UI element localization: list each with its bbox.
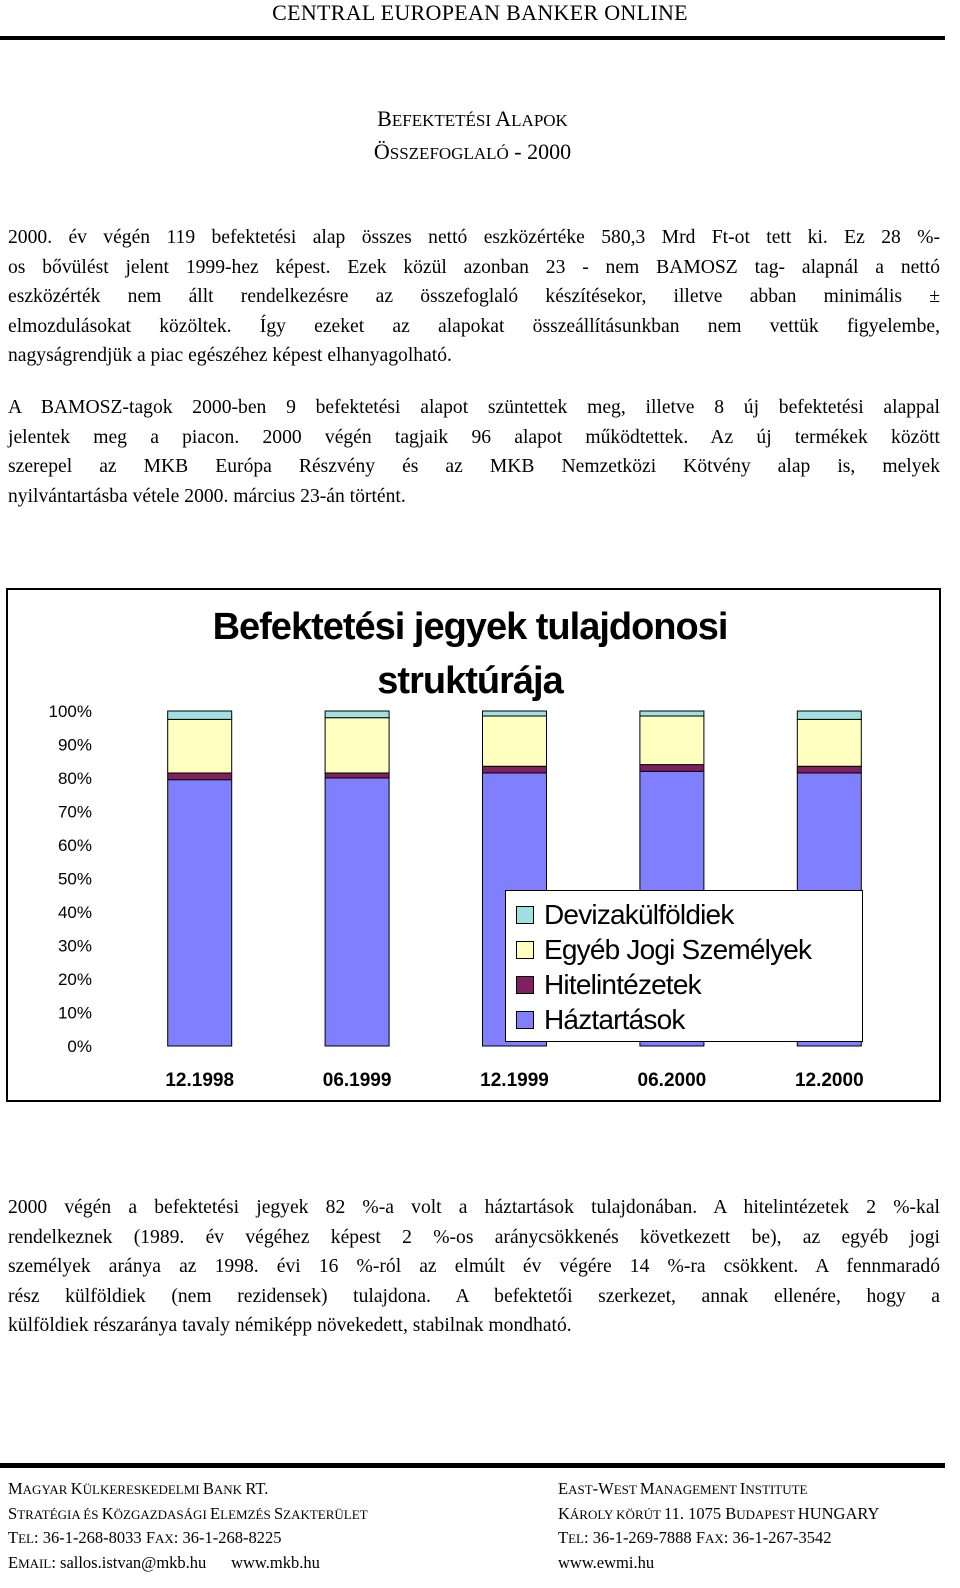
- paragraph-line: eszközérték nem állt rendelkezésre az összefoglaló készítésekor, illetve abban minimális ±: [8, 286, 940, 308]
- bar-segment: [640, 711, 704, 716]
- legend-label: Hitelintézetek: [544, 968, 701, 1000]
- bar-segment: [168, 773, 232, 780]
- paragraph-line: szerepel az MKB Európa Részvény és az MKB Nemzetközi Kötvény alap is, melyek: [8, 456, 940, 478]
- bar-segment: [483, 716, 547, 766]
- bar-segment: [797, 711, 861, 719]
- paragraph-line: jelentek meg a piacon. 2000 végén tagjaik 96 alapot működtettek. Az új termékek között: [8, 426, 940, 448]
- footer-left: [8, 1477, 528, 1575]
- y-tick-label: 50%: [57, 869, 92, 889]
- bar-segment: [640, 765, 704, 772]
- legend-swatch: [516, 906, 534, 924]
- bar-segment: [797, 766, 861, 773]
- paragraph-line: rész külföldiek (nem rezidensek) tulajdona. A befektetői szerkezet, annak ellenére, hogy a: [8, 1285, 940, 1307]
- y-tick-label: 80%: [57, 769, 92, 788]
- document-title-line1: BEFEKTETÉSI ALAPOK: [377, 106, 568, 131]
- legend-item-hitelintezetek: [516, 967, 852, 1002]
- y-tick-label: 100%: [48, 702, 92, 721]
- x-tick-label: 06.2000: [637, 1070, 707, 1091]
- y-tick-label: 60%: [57, 836, 92, 855]
- bar-segment: [483, 711, 547, 716]
- legend-swatch: [516, 976, 534, 994]
- legend-swatch: [516, 1011, 534, 1029]
- site-title: CENTRAL EUROPEAN BANKER ONLINE: [272, 0, 688, 25]
- footer-right: [558, 1477, 948, 1574]
- paragraph-ownership: [8, 1193, 940, 1341]
- email-link[interactable]: : sallos.istvan@mkb.hu: [51, 1552, 207, 1572]
- bar-segment: [483, 766, 547, 773]
- chart-title-line2: struktúrája: [377, 660, 563, 702]
- y-tick-label: 0%: [67, 1037, 92, 1056]
- y-tick-label: 90%: [57, 735, 92, 755]
- paragraph-line: nagyságrendjük a piac egészéhez képest elhanyagolható.: [8, 345, 452, 367]
- legend-label: Devizakülföldiek: [544, 898, 734, 930]
- x-tick-label: 12.2000: [794, 1070, 864, 1091]
- bar-segment: [168, 711, 232, 719]
- chart-legend: [505, 890, 863, 1042]
- footer-right-web: [558, 1551, 948, 1575]
- paragraph-line: külföldiek részaránya tavaly némiképp növekedett, stabilnak mondható.: [8, 1315, 572, 1337]
- footer-left-contact: EMAIL: sallos.istvan@mkb.hu www.mkb.hu: [8, 1552, 320, 1572]
- ewmi-website-link[interactable]: www.ewmi.hu: [558, 1552, 655, 1572]
- bar-segment: [640, 716, 704, 765]
- legend-swatch: [516, 941, 534, 959]
- legend-item-haztartasok: [516, 1002, 852, 1037]
- footer-left-phone: TEL: 36-1-268-8033 FAX: 36-1-268-8225: [8, 1528, 282, 1547]
- bar-segment: [168, 780, 232, 1046]
- mkb-website-link[interactable]: www.mkb.hu: [231, 1552, 320, 1572]
- paragraph-line: elmozdulásokat közöltek. Így ezeket az alapokat összeállításunkban nem vettük figyelembe,: [8, 315, 940, 337]
- paragraph-line: 2000 végén a befektetési jegyek 82 %-a volt a háztartások tulajdonában. A hitelintézetek 2 %-kal: [8, 1197, 940, 1218]
- paragraph-line: nyilvántartásba vétele 2000. március 23-án történt.: [8, 485, 406, 507]
- footer-left-dept: STRATÉGIA ÉS KÖZGAZDASÁGI ELEMZÉS SZAKTERÜLET: [8, 1503, 368, 1523]
- bar-segment: [797, 719, 861, 766]
- paragraph-line: rendelkeznek (1989. év végéhez képest 2 %-os aránycsökkenés következett be), az egyéb jogi: [8, 1226, 940, 1248]
- legend-label: Egyéb Jogi Személyek: [544, 933, 812, 965]
- paragraph-line: A BAMOSZ-tagok 2000-ben 9 befektetési alapot szüntettek meg, illetve 8 új befektetési alappal: [8, 397, 940, 418]
- bar-segment: [325, 718, 389, 773]
- paragraph-line: 2000. év végén 119 befektetési alap összes nettó eszközértéke 580,3 Mrd Ft-ot tett ki. Ez 28 %-: [8, 227, 940, 248]
- y-tick-label: 20%: [57, 970, 92, 989]
- chart-title-line1: Befektetési jegyek tulajdonosi: [212, 606, 728, 648]
- bar-segment: [325, 778, 389, 1046]
- y-tick-label: 70%: [57, 802, 92, 822]
- x-tick-label: 06.1999: [322, 1070, 392, 1091]
- footer-divider: [0, 1463, 945, 1468]
- x-tick-label: 12.1998: [165, 1070, 235, 1091]
- footer-right-phone: TEL: 36-1-269-7888 FAX: 36-1-267-3542: [558, 1528, 832, 1547]
- bar-segment: [168, 719, 232, 773]
- legend-item-devizakulfoldiek: [516, 897, 852, 932]
- y-tick-label: 40%: [57, 903, 92, 922]
- legend-label: Háztartások: [544, 1003, 685, 1035]
- x-tick-label: 12.1999: [480, 1070, 549, 1091]
- y-tick-label: 30%: [57, 936, 92, 956]
- paragraph-line: személyek aránya az 1998. évi 16 %-ról az elmúlt év végére 14 %-ra csökkent. A fennmaradó: [8, 1256, 940, 1278]
- footer-right-address: KÁROLY KÖRÚT 11. 1075 BUDAPEST HUNGARY: [558, 1503, 880, 1523]
- legend-item-egyeb-jogi-szemelyek: [516, 932, 852, 967]
- bar-segment: [325, 773, 389, 778]
- paragraph-line: os bővülést jelent 1999-hez képest. Ezek közül azonban 23 - nem BAMOSZ tag- alapnál a nettó: [8, 256, 940, 278]
- document-title-line2: ÖSSZEFOGLALÓ - 2000: [373, 139, 572, 164]
- bar-segment: [325, 711, 389, 718]
- y-tick-label: 10%: [57, 1003, 92, 1023]
- footer-right-org: EAST-WEST MANAGEMENT INSTITUTE: [558, 1479, 808, 1498]
- footer-left-org: MAGYAR KÜLKERESKEDELMI BANK RT.: [8, 1479, 269, 1498]
